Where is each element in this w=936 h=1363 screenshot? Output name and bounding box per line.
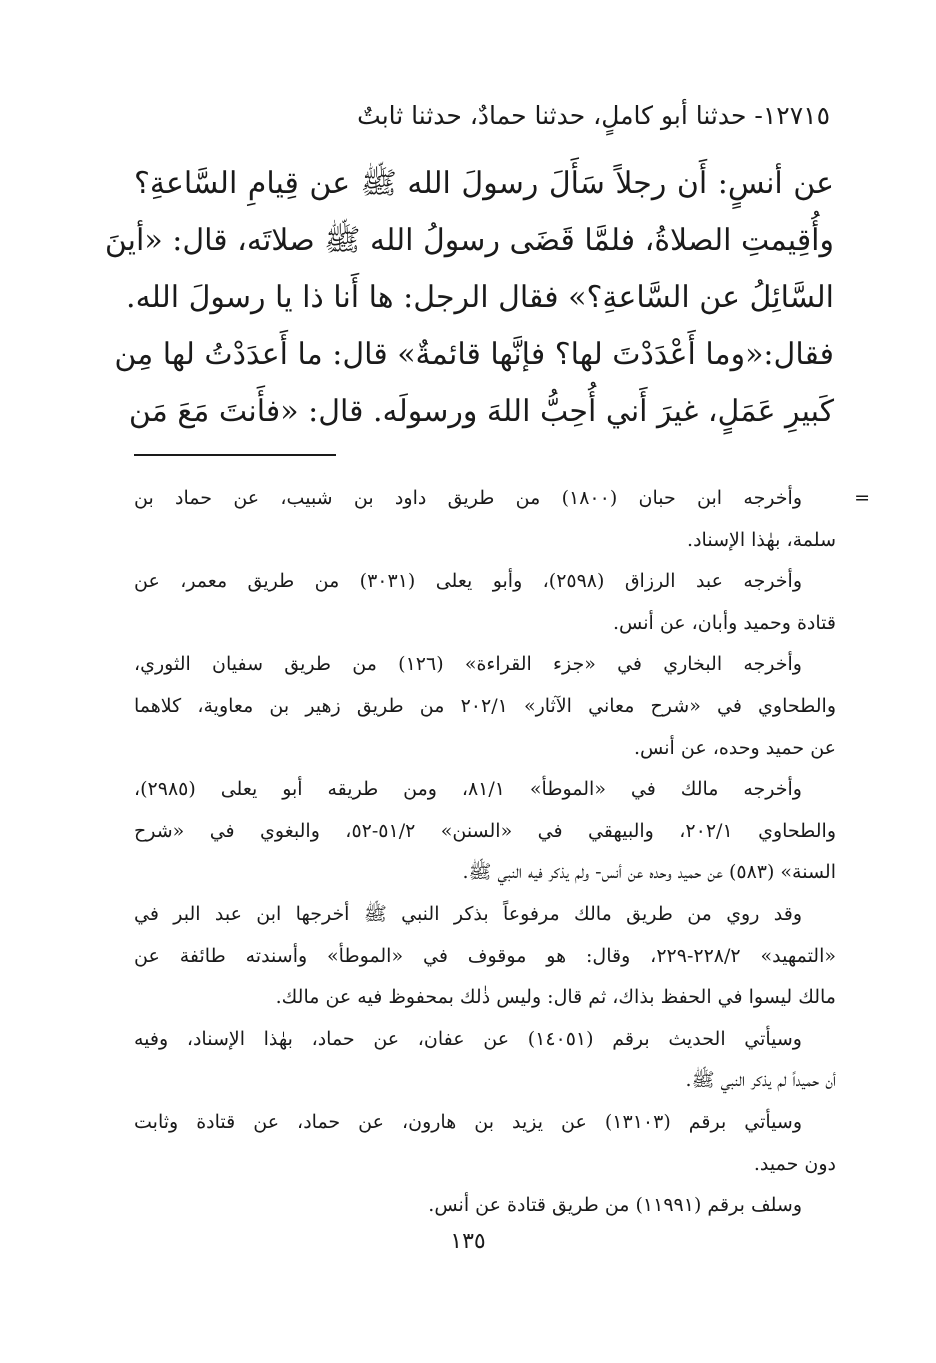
footnote-line: مالك ليسوا في الحفظ بذاك، ثم قال: وليس ذٰلك بمحفوظ فيه عن مالك. <box>275 986 836 1009</box>
footnote-line: السنة» (٥٨٣) عن حميد وحده عن أنس- ولم يذكر فيه النبي ﷺ. <box>462 861 836 884</box>
footnotes <box>134 478 870 1227</box>
footnote-divider <box>134 454 336 456</box>
footnote-line: قتادة وحميد وأبان، عن أنس. <box>612 611 836 634</box>
footnote-line: وأخرجه البخاري في «جزء القراءة» (١٢٦) من طريق سفيان الثوري، <box>134 653 802 676</box>
hadith-line: كَبيرِ عَمَلٍ، غيرَ أَني أُحِبُّ اللهَ ورسولَه. قال: «فأَنتَ مَعَ مَن <box>128 394 834 429</box>
footnote-line: دون حميد. <box>753 1152 836 1175</box>
footnote-line: وسلف برقم (١١٩٩١) من طريق قتادة عن أنس. <box>428 1194 802 1217</box>
hadith-line: فقال:«وما أَعْدَدْتَ لها؟ فإنَّها قائمةٌ» قال: ما أَعدَدْتُ لها مِن <box>114 337 834 372</box>
footnote-line: وسيأتي برقم (١٣١٠٣) عن يزيد بن هارون، عن حماد، عن قتادة وثابت <box>134 1110 803 1133</box>
continuation-mark: = <box>854 487 870 509</box>
footnote-line: وقد روي من طريق مالك مرفوعاً بذكر النبي ﷺ أخرجها ابن عبد البر في <box>134 902 802 925</box>
footnote-line: والطحاوي ٢٠٢/١، والبيهقي في «السنن» ٥١/٢-٥٢، والبغوي في «شرح <box>134 819 837 842</box>
hadith-line: عن أنسٍ: أَن رجلاً سَأَلَ رسولَ الله ﷺ عن قِيامِ السَّاعةِ؟ <box>134 166 834 201</box>
hadith-line: وأُقِيمتِ الصلاةُ، فلمَّا قَضَى رسولُ الله ﷺ صلاتَه، قال: «أينَ <box>104 223 834 258</box>
footnote-line: «التمهيد» ٢٢٨/٢-٢٢٩، وقال: هو موقوف في «الموطأ» وأسندته طائفة عن <box>134 944 836 967</box>
hadith-text <box>104 155 834 440</box>
hadith-header: ١٢٧١٥- حدثنا أبو كاملٍ، حدثنا حمادٌ، حدثنا ثابتٌ <box>357 101 830 130</box>
footnote-line: والطحاوي في «شرح معاني الآثار» ٢٠٢/١ من طريق زهير بن معاوية، كلاهما <box>134 694 836 717</box>
footnote-line: وأخرجه عبد الرزاق (٢٥٩٨)، وأبو يعلى (٣٠٣١) من طريق معمر، عن <box>134 570 802 593</box>
page-number: ١٣٥ <box>450 1229 486 1254</box>
footnote-line: أن حميداً لم يذكر النبي ﷺ. <box>685 1069 836 1092</box>
footnote-line: عن حميد وحده، عن أنس. <box>633 736 836 759</box>
footnote-line: وسيأتي الحديث برقم (١٤٠٥١) عن عفان، عن حماد، بهٰذا الإسناد، وفيه <box>134 1027 802 1050</box>
footnote-line: سلمة، بهٰذا الإسناد. <box>687 528 836 551</box>
footnote-line <box>134 478 870 520</box>
hadith-line: السَّائِلُ عن السَّاعةِ؟» فقال الرجل: ها أَنا ذا يا رسولَ الله. <box>126 280 834 315</box>
footnote-line: وأخرجه مالك في «الموطأ» ٨١/١، ومن طريقه أبو يعلى (٢٩٨٥)، <box>134 778 802 801</box>
footnote-line-text: وأخرجه ابن حبان (١٨٠٠) من طريق داود بن شبيب، عن حماد بن <box>134 487 802 509</box>
